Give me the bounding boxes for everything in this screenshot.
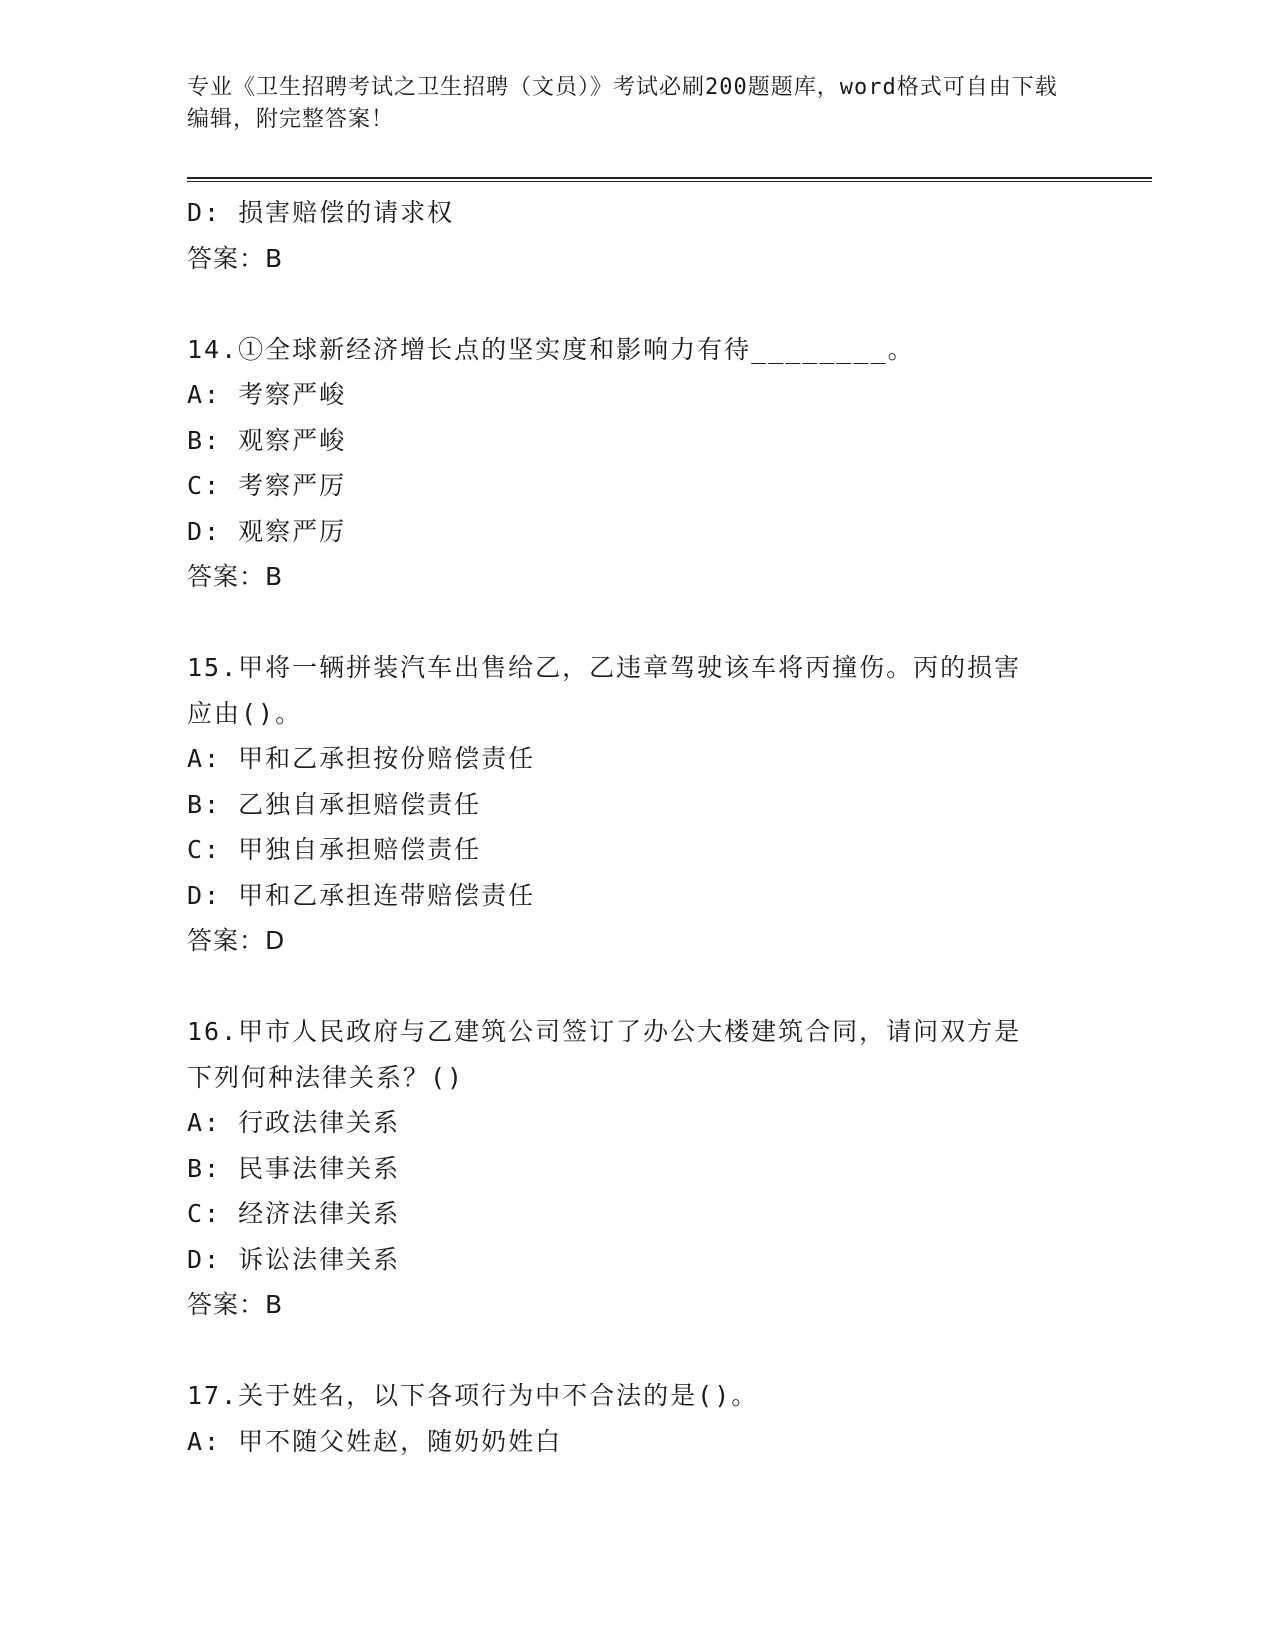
document-header: 专业《卫生招聘考试之卫生招聘（文员）》考试必刷200题题库，word格式可自由下载编辑，附完整答案！ [187,75,1058,132]
question-stem-line-2: 应由()。 [187,698,303,728]
spacer [187,964,1152,1010]
option-d: D: 甲和乙承担连带赔偿责任 [187,880,536,910]
question-14 [187,327,1152,600]
option-a: A: 甲不随父姓赵，随奶奶姓白 [187,1426,563,1456]
option-c: C: 甲独自承担赔偿责任 [187,835,482,864]
carryover-option-d: D: 损害赔偿的请求权 [187,198,455,227]
option-d: D: 观察严厉 [187,516,347,546]
spacer [187,281,1152,327]
question-15 [187,645,1152,964]
question-list [187,190,1152,1464]
answer: 答案：B [187,562,284,591]
option-b: B: 观察严峻 [187,425,347,455]
question-17 [187,1373,1152,1464]
question-stem-line-2: 下列何种法律关系？() [187,1062,465,1092]
option-d: D: 诉讼法律关系 [187,1244,401,1274]
header-divider [187,177,1152,182]
option-a: A: 考察严峻 [187,380,347,409]
option-b: B: 乙独自承担赔偿责任 [187,789,482,819]
answer: 答案：B [187,1290,284,1319]
question-stem-line-1: 16.甲市人民政府与乙建筑公司签订了办公大楼建筑合同，请问双方是 [187,1017,1022,1046]
question-16 [187,1009,1152,1328]
option-c: C: 考察严厉 [187,471,347,500]
answer: 答案：D [187,926,286,955]
option-b: B: 民事法律关系 [187,1153,401,1183]
question-stem-line-1: 15.甲将一辆拼装汽车出售给乙，乙违章驾驶该车将丙撞伤。丙的损害 [187,653,1022,682]
question-stem: 17.关于姓名，以下各项行为中不合法的是()。 [187,1381,759,1410]
spacer [187,1328,1152,1374]
carryover-answer: 答案：B [187,243,284,273]
option-a: A: 行政法律关系 [187,1108,401,1137]
spacer [187,600,1152,646]
option-c: C: 经济法律关系 [187,1199,401,1228]
option-a: A: 甲和乙承担按份赔偿责任 [187,744,536,773]
question-stem: 14.①全球新经济增长点的坚实度和影响力有待________。 [187,334,915,364]
